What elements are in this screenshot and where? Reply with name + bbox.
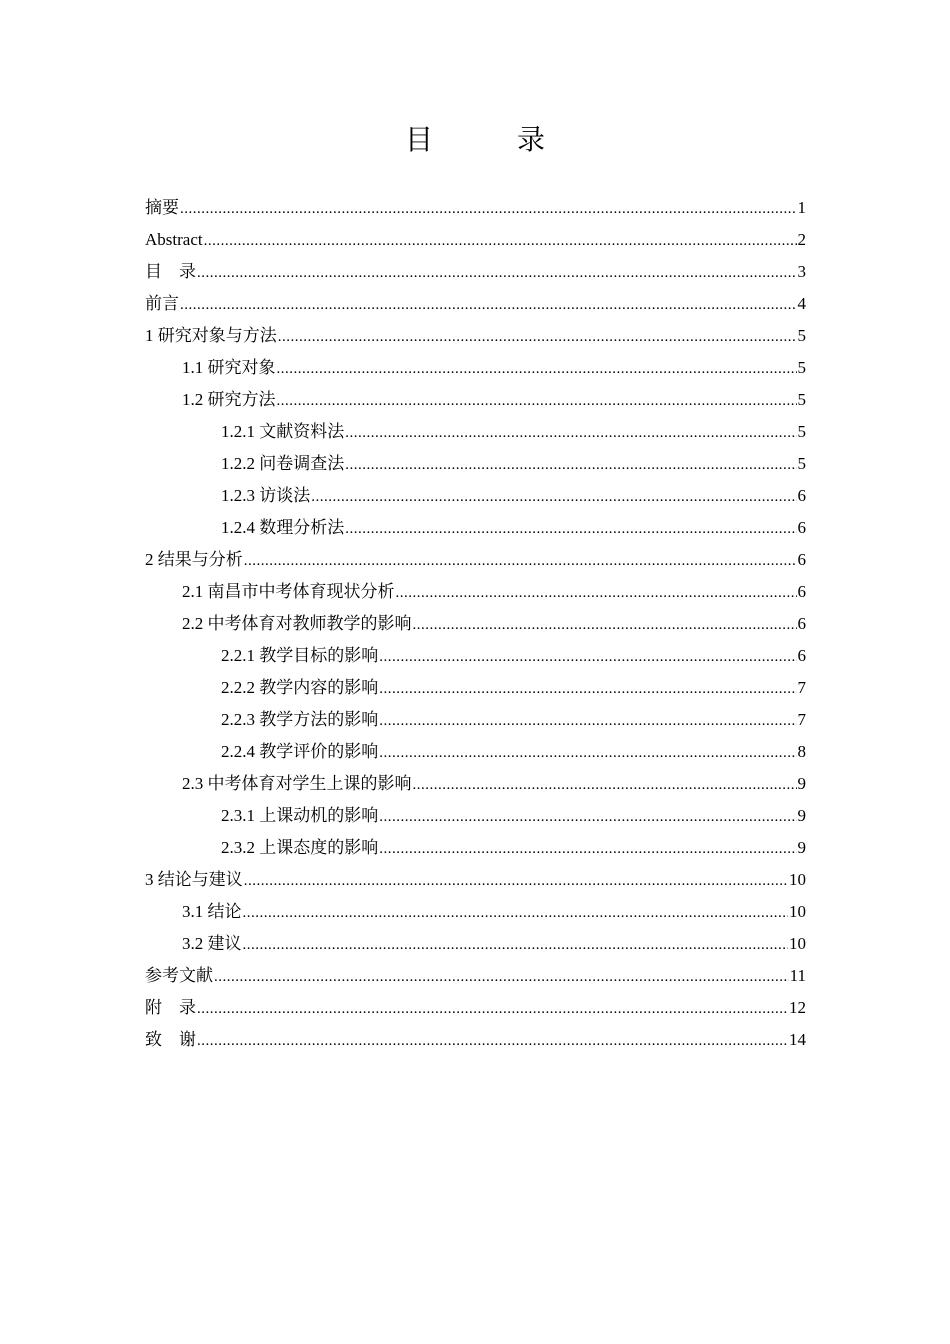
toc-leader-dots <box>379 833 796 864</box>
toc-entry-section-1-1[interactable] <box>145 352 806 384</box>
toc-leader-dots <box>204 225 797 256</box>
toc-leader-dots <box>243 929 789 960</box>
toc-entry-appendix[interactable] <box>145 992 806 1024</box>
toc-entry-page: 6 <box>797 550 806 569</box>
toc-leader-dots <box>277 353 797 384</box>
toc-leader-dots <box>244 545 797 576</box>
toc-entry-page: 6 <box>797 614 806 633</box>
toc-entry-label: 附 录 <box>145 998 196 1017</box>
toc-leader-dots <box>345 417 796 448</box>
toc-entry-page: 12 <box>789 998 806 1017</box>
toc-entry-label: 2.3.2 上课态度的影响 <box>221 838 379 857</box>
toc-entry-label: 参考文献 <box>145 966 213 985</box>
toc-entry-label: 1.2.1 文献资料法 <box>221 422 345 441</box>
toc-entry-label: 2.3.1 上课动机的影响 <box>221 806 379 825</box>
toc-entry-section-3-2[interactable] <box>145 928 806 960</box>
toc-leader-dots <box>345 513 796 544</box>
toc-entry-page: 10 <box>789 870 806 889</box>
toc-entry-label: 2.2 中考体育对教师教学的影响 <box>182 614 412 633</box>
toc-entry-section-2-3[interactable] <box>145 768 806 800</box>
toc-entry-label: 1 研究对象与方法 <box>145 326 277 345</box>
toc-entry-label: 1.1 研究对象 <box>182 358 276 377</box>
toc-leader-dots <box>413 609 797 640</box>
toc-entry-page: 14 <box>789 1030 806 1049</box>
toc-entry-page: 10 <box>789 902 806 921</box>
toc-leader-dots <box>180 193 797 224</box>
toc-entry-abstract-cn[interactable] <box>145 192 806 224</box>
toc-entry-abstract-en[interactable] <box>145 224 806 256</box>
toc-entry-label: 3.1 结论 <box>182 902 242 921</box>
toc-entry-page: 4 <box>797 294 806 313</box>
toc-entry-page: 5 <box>797 422 806 441</box>
toc-leader-dots <box>311 481 796 512</box>
toc-entry-section-2-3-1[interactable] <box>145 800 806 832</box>
toc-entry-section-1[interactable] <box>145 320 806 352</box>
toc-entry-label: Abstract <box>145 230 203 249</box>
toc-entry-page: 9 <box>797 806 806 825</box>
toc-entry-section-2-1[interactable] <box>145 576 806 608</box>
toc-entry-page: 5 <box>797 454 806 473</box>
toc-entry-preface[interactable] <box>145 288 806 320</box>
toc-leader-dots <box>197 257 797 288</box>
toc-leader-dots <box>180 289 797 320</box>
toc-leader-dots <box>197 1025 788 1056</box>
toc-entry-section-2-2-4[interactable] <box>145 736 806 768</box>
toc-entry-label: 前言 <box>145 294 179 313</box>
toc-entry-section-2-3-2[interactable] <box>145 832 806 864</box>
toc-leader-dots <box>243 897 789 928</box>
toc-entry-section-1-2-2[interactable] <box>145 448 806 480</box>
toc-entry-page: 9 <box>797 774 806 793</box>
toc-entry-section-1-2-4[interactable] <box>145 512 806 544</box>
toc-entry-page: 7 <box>797 710 806 729</box>
toc-entry-page: 6 <box>797 518 806 537</box>
toc-leader-dots <box>277 385 797 416</box>
toc-leader-dots <box>278 321 797 352</box>
toc-entry-label: 目 录 <box>145 262 196 281</box>
toc-entry-page: 1 <box>797 198 806 217</box>
toc-leader-dots <box>345 449 796 480</box>
toc-entry-section-3-1[interactable] <box>145 896 806 928</box>
toc-entry-label: 2.2.3 教学方法的影响 <box>221 710 379 729</box>
toc-entry-label: 2.2.1 教学目标的影响 <box>221 646 379 665</box>
toc-leader-dots <box>379 705 796 736</box>
toc-entry-section-2-2-3[interactable] <box>145 704 806 736</box>
toc-leader-dots <box>244 865 788 896</box>
toc-entry-references[interactable] <box>145 960 806 992</box>
toc-leader-dots <box>214 961 789 992</box>
toc-entry-page: 2 <box>797 230 806 249</box>
toc-entry-label: 3.2 建议 <box>182 934 242 953</box>
toc-entry-label: 2.2.4 教学评价的影响 <box>221 742 379 761</box>
toc-leader-dots <box>379 801 796 832</box>
toc-entry-acknowledgements[interactable] <box>145 1024 806 1056</box>
toc-entry-label: 2.3 中考体育对学生上课的影响 <box>182 774 412 793</box>
toc-entry-page: 5 <box>797 358 806 377</box>
table-of-contents <box>145 192 806 1056</box>
toc-entry-label: 3 结论与建议 <box>145 870 243 889</box>
toc-entry-page: 5 <box>797 326 806 345</box>
toc-entry-page: 6 <box>797 582 806 601</box>
toc-entry-section-3[interactable] <box>145 864 806 896</box>
toc-entry-section-2[interactable] <box>145 544 806 576</box>
toc-entry-label: 2 结果与分析 <box>145 550 243 569</box>
toc-entry-page: 11 <box>789 966 806 985</box>
toc-entry-page: 8 <box>797 742 806 761</box>
toc-entry-page: 9 <box>797 838 806 857</box>
toc-entry-label: 1.2.4 数理分析法 <box>221 518 345 537</box>
toc-entry-label: 摘要 <box>145 198 179 217</box>
toc-leader-dots <box>413 769 797 800</box>
toc-entry-section-1-2-3[interactable] <box>145 480 806 512</box>
toc-entry-label: 2.2.2 教学内容的影响 <box>221 678 379 697</box>
toc-leader-dots <box>379 737 796 768</box>
toc-entry-section-2-2[interactable] <box>145 608 806 640</box>
toc-entry-label: 1.2 研究方法 <box>182 390 276 409</box>
toc-entry-label: 1.2.3 访谈法 <box>221 486 311 505</box>
toc-entry-section-1-2[interactable] <box>145 384 806 416</box>
toc-entry-contents[interactable] <box>145 256 806 288</box>
toc-entry-section-2-2-2[interactable] <box>145 672 806 704</box>
toc-leader-dots <box>379 641 796 672</box>
toc-entry-page: 7 <box>797 678 806 697</box>
toc-entry-section-2-2-1[interactable] <box>145 640 806 672</box>
toc-entry-page: 10 <box>789 934 806 953</box>
toc-leader-dots <box>379 673 796 704</box>
toc-leader-dots <box>396 577 797 608</box>
toc-entry-label: 致 谢 <box>145 1030 196 1049</box>
toc-entry-label: 1.2.2 问卷调查法 <box>221 454 345 473</box>
toc-entry-section-1-2-1[interactable] <box>145 416 806 448</box>
toc-entry-label: 2.1 南昌市中考体育现状分析 <box>182 582 395 601</box>
toc-leader-dots <box>197 993 788 1024</box>
toc-entry-page: 3 <box>797 262 806 281</box>
toc-entry-page: 6 <box>797 646 806 665</box>
toc-entry-page: 5 <box>797 390 806 409</box>
toc-entry-page: 6 <box>797 486 806 505</box>
page-title: 目 录 <box>404 123 573 156</box>
